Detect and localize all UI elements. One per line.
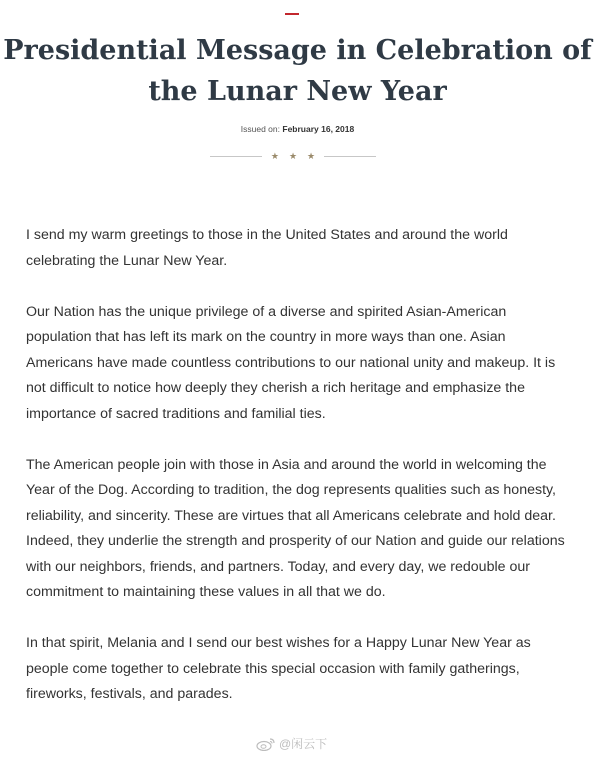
title-accent-bar: [285, 13, 299, 15]
star-icon: ★: [270, 151, 279, 161]
divider-stars: [271, 151, 315, 161]
issued-info: [0, 122, 595, 136]
watermark-text: @闲云下: [279, 737, 328, 751]
star-divider: [208, 149, 378, 163]
paragraph-greeting: I send my warm greetings to those in the United States and around the world celebrating the Lunar New Year.: [26, 227, 508, 269]
weibo-logo-icon: [256, 737, 276, 751]
star-icon: ★: [307, 151, 316, 161]
divider-line-right: [324, 156, 376, 157]
page-title: Presidential Message in Celebration of the Lunar New Year: [3, 35, 592, 107]
watermark: [256, 735, 327, 752]
paragraph-year-of-dog: The American people join with those in Asia and around the world in welcoming the Year of the Dog. According to tradition, the dog represents qualities such as honesty, reliability, and sincerity. These are virtues that all Americans celebrate and hold dear. Indeed, they underlie the strength and prosperity of our Nation and guide our relations with our neighbors, friends, and partners. Today, and every day, we redouble our commitment to maintaining these values in all that we do.: [26, 456, 565, 600]
star-icon: ★: [288, 151, 298, 161]
divider-line-left: [210, 156, 262, 157]
issued-label: Issued on:: [240, 124, 281, 134]
paragraph-asian-americans: Our Nation has the unique privilege of a diverse and spirited Asian-American population that has left its mark on the country in more ways than one. Asian Americans have made countless contributions to our national unity and makeup. It is not difficult to notice how deeply they cherish a rich heritage and emphasize the importance of sacred traditions and familial ties.: [26, 303, 556, 422]
message-body: [26, 223, 572, 733]
issued-date: February 16, 2018: [282, 124, 355, 134]
paragraph-best-wishes: In that spirit, Melania and I send our best wishes for a Happy Lunar New Year as people come together to celebrate this special occasion with family gatherings, fireworks, festivals, and parades.: [26, 635, 531, 702]
